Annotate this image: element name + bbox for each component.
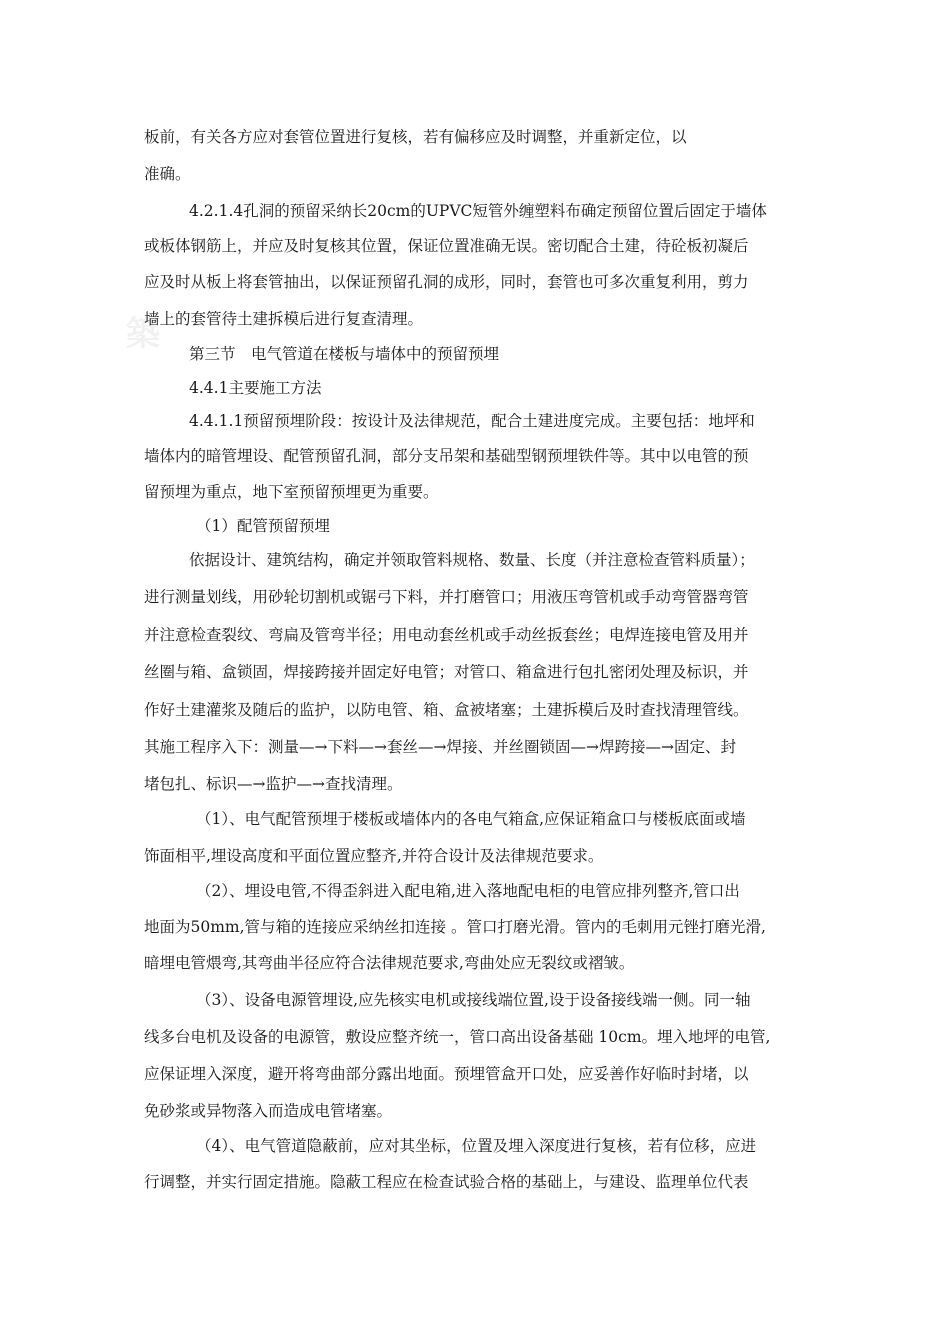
text-line: 4.4.1.1预留预埋阶段：按设计及法律规范，配合土建进度完成。主要包括：地坪和 <box>189 412 755 430</box>
text-line: 其施工程序入下：测量—→下料—→套丝—→焊接、并丝圈锁固—→焊跨接—→固定、封 <box>144 738 736 756</box>
text-line: 作好土建灌浆及随后的监护，以防电管、箱、盒被堵塞；土建拆模后及时查找清理管线。 <box>144 701 749 719</box>
text-line: 进行测量划线，用砂轮切割机或锯弓下料，并打磨管口；用液压弯管机或手动弯管器弯管 <box>144 588 749 606</box>
text-line: 地面为50mm,管与箱的连接应采纳丝扣连接 。管口打磨光滑。管内的毛刺用元锉打磨光滑, <box>144 918 766 936</box>
item-heading: （1）配管预留预埋 <box>196 517 330 535</box>
text-line: 应及时从板上将套管抽出，以保证预留孔洞的成形，同时，套管也可多次重复利用，剪力 <box>144 273 749 291</box>
text-line: 墙体内的暗管埋设、配管预留孔洞，部分支吊架和基础型钢预埋铁件等。其中以电管的预 <box>144 447 749 465</box>
text-line: 应保证埋入深度，避开将弯曲部分露出地面。预埋管盒开口处，应妥善作好临时封堵，以 <box>144 1065 749 1083</box>
text-line: （3）、设备电源管埋设,应先核实电机或接线端位置,设于设备接线端一侧。同一轴 <box>196 991 751 1009</box>
text-line: （1）、电气配管预埋于楼板或墙体内的各电气箱盒,应保证箱盒口与楼板底面或墙 <box>196 810 746 828</box>
text-line: 板前，有关各方应对套管位置进行复核，若有偏移应及时调整，并重新定位，以 <box>144 128 687 146</box>
text-line: 依据设计、建筑结构，确定并领取管料规格、数量、长度（并注意检查管料质量）； <box>189 551 755 569</box>
text-line: （4）、电气管道隐蔽前，应对其坐标，位置及埋入深度进行复核，若有位移，应进 <box>196 1137 757 1155</box>
text-line: 墙上的套管待土建拆模后进行复查清理。 <box>144 310 424 328</box>
subsection-heading: 4.4.1主要施工方法 <box>189 379 322 397</box>
text-line: （2）、埋设电管,不得歪斜进入配电箱,进入落地配电柜的电管应排列整齐,管口出 <box>196 882 740 900</box>
watermark: 築 <box>126 314 164 354</box>
section-heading: 第三节 电气管道在楼板与墙体中的预留预埋 <box>189 345 500 363</box>
text-line: 堵包扎、标识—→监护—→查找清理。 <box>144 775 403 793</box>
text-line: 行调整，并实行固定措施。隐蔽工程应在检查试验合格的基础上，与建设、监理单位代表 <box>144 1173 749 1191</box>
text-line: 免砂浆或异物落入而造成电管堵塞。 <box>144 1102 393 1120</box>
text-line: 留预埋为重点，地下室预留预埋更为重要。 <box>144 483 439 501</box>
text-line: 暗埋电管煨弯,其弯曲半径应符合法律规范要求,弯曲处应无裂纹或褶皱。 <box>144 954 635 972</box>
text-line: 丝圈与箱、盒锁固，焊接跨接并固定好电管；对管口、箱盒进行包扎密闭处理及标识，并 <box>144 663 749 681</box>
text-line: 4.2.1.4孔洞的预留采纳长20cm的UPVC短管外缠塑料布确定预留位置后固定于墙体 <box>189 202 767 220</box>
text-line: 准确。 <box>144 165 191 183</box>
text-line: 或板体钢筋上，并应及时复核其位置，保证位置准确无误。密切配合土建，待砼板初凝后 <box>144 237 749 255</box>
text-line: 饰面相平,埋设高度和平面位置应整齐,并符合设计及法律规范要求。 <box>144 847 604 865</box>
text-line: 并注意检查裂纹、弯扁及管弯半径；用电动套丝机或手动丝扳套丝；电焊连接电管及用并 <box>144 626 749 644</box>
text-line: 线多台电机及设备的电源管，敷设应整齐统一，管口高出设备基础 10cm。埋入地坪的电管, <box>144 1028 771 1046</box>
